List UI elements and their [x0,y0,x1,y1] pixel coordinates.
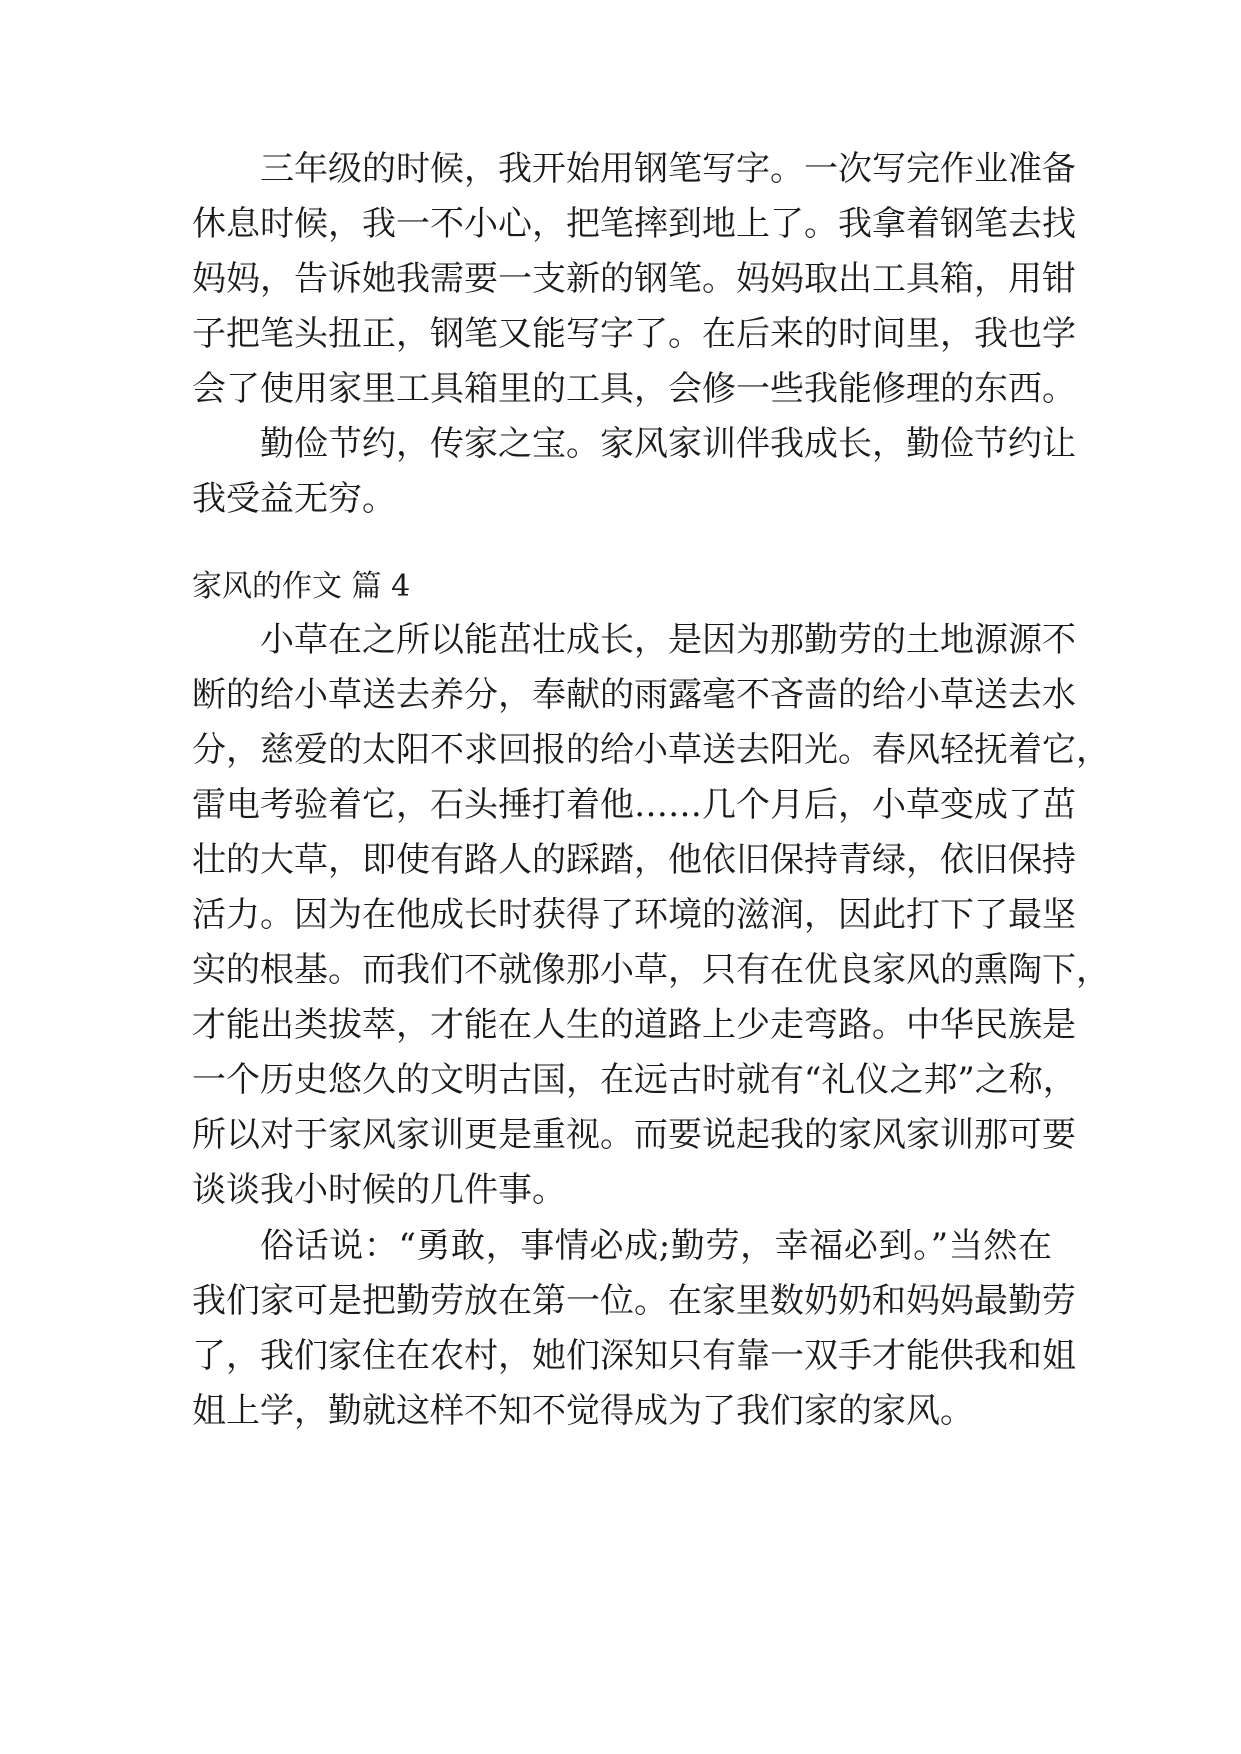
paragraph-line: 妈妈，告诉她我需要一支新的钢笔。妈妈取出工具箱，用钳 [192,259,1076,299]
essay-heading: 家风的作文 篇 4 [192,569,411,604]
paragraph-line: 俗话说：“勇敢，事情必成;勤劳，幸福必到。”当然在 [260,1226,1052,1266]
paragraph-line: 姐上学，勤就这样不知不觉得成为了我们家的家风。 [192,1391,974,1431]
paragraph-line: 勤俭节约，传家之宝。家风家训伴我成长，勤俭节约让 [260,424,1076,464]
paragraph-line: 壮的大草，即使有路人的踩踏，他依旧保持青绿，依旧保持 [192,840,1076,880]
paragraph-line: 我受益无穷。 [192,479,396,519]
paragraph-line: 分，慈爱的太阳不求回报的给小草送去阳光。春风轻抚着它， [192,730,1110,770]
paragraph-line: 谈谈我小时候的几件事。 [192,1170,566,1210]
paragraph-line: 一个历史悠久的文明古国，在远古时就有“礼仪之邦”之称， [192,1060,1077,1100]
paragraph-line: 实的根基。而我们不就像那小草，只有在优良家风的熏陶下， [192,950,1110,990]
paragraph-line: 活力。因为在他成长时获得了环境的滋润，因此打下了最坚 [192,895,1076,935]
paragraph-line: 休息时候，我一不小心，把笔摔到地上了。我拿着钢笔去找 [192,204,1076,244]
paragraph-line: 雷电考验着它，石头捶打着他……几个月后，小草变成了茁 [192,785,1076,825]
paragraph-line: 所以对于家风家训更是重视。而要说起我的家风家训那可要 [192,1115,1076,1155]
paragraph-line: 了，我们家住在农村，她们深知只有靠一双手才能供我和姐 [192,1336,1076,1376]
paragraph-line: 才能出类拔萃，才能在人生的道路上少走弯路。中华民族是 [192,1005,1076,1045]
paragraph-line: 我们家可是把勤劳放在第一位。在家里数奶奶和妈妈最勤劳 [192,1281,1076,1321]
paragraph-line: 子把笔头扭正，钢笔又能写字了。在后来的时间里，我也学 [192,314,1076,354]
paragraph-line: 断的给小草送去养分，奉献的雨露毫不吝啬的给小草送去水 [192,675,1076,715]
paragraph-line: 小草在之所以能茁壮成长，是因为那勤劳的土地源源不 [260,620,1076,660]
paragraph-line: 三年级的时候，我开始用钢笔写字。一次写完作业准备 [260,149,1076,189]
paragraph-line: 会了使用家里工具箱里的工具，会修一些我能修理的东西。 [192,369,1076,409]
